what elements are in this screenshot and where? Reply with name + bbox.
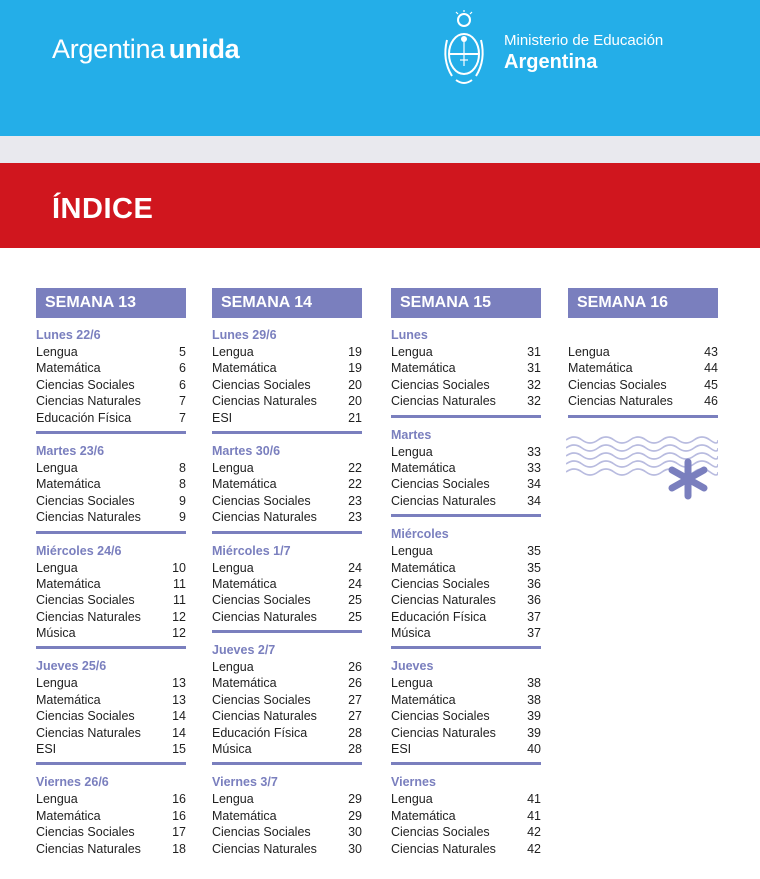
index-entry[interactable]	[212, 841, 362, 857]
page-number: 8	[179, 477, 186, 492]
subject-name: Lengua	[212, 345, 254, 359]
subject-name: Ciencias Naturales	[36, 510, 141, 525]
section-divider	[391, 415, 541, 418]
subject-name: Ciencias Naturales	[212, 510, 317, 525]
index-entry[interactable]	[212, 509, 362, 525]
index-entry[interactable]	[212, 675, 362, 691]
index-entry[interactable]	[212, 377, 362, 393]
subject-name: ESI	[36, 742, 57, 757]
day-section	[36, 327, 186, 434]
subject-name: Matemática	[212, 361, 277, 376]
page-number: 11	[173, 576, 186, 591]
index-entry[interactable]	[36, 708, 186, 724]
subject-name: Matemática	[568, 361, 633, 376]
day-title: Lunes 22/6	[36, 328, 101, 342]
subject-name: Ciencias Naturales	[36, 841, 141, 856]
subject-name: Matemática	[36, 808, 101, 823]
ministry-line-2: Argentina	[504, 51, 598, 73]
subject-name: Ciencias Naturales	[212, 394, 317, 409]
day-section	[212, 774, 362, 857]
index-entry[interactable]	[391, 841, 541, 857]
page-number: 19	[348, 345, 362, 359]
subject-name: Ciencias Naturales	[391, 841, 496, 856]
section-divider	[568, 415, 718, 418]
page-number: 25	[348, 609, 362, 624]
subject-name: Educación Física	[36, 410, 132, 425]
page-number: 24	[348, 560, 362, 575]
index-entry[interactable]	[391, 725, 541, 741]
page-number: 5	[179, 345, 186, 359]
index-entry[interactable]	[212, 410, 362, 426]
subject-name: Lengua	[212, 792, 254, 807]
index-entry[interactable]	[36, 725, 186, 741]
week-header: SEMANA 13	[36, 288, 186, 318]
page-number: 28	[348, 725, 362, 740]
index-banner	[0, 163, 760, 248]
index-entry[interactable]	[36, 360, 186, 376]
section-divider	[36, 762, 186, 765]
page-number: 43	[704, 345, 718, 359]
day-title: Martes 23/6	[36, 443, 105, 458]
day-section	[391, 427, 541, 518]
index-entry[interactable]	[36, 592, 186, 608]
header-separator	[0, 136, 760, 163]
index-entry[interactable]	[391, 592, 541, 608]
index-entry[interactable]	[212, 576, 362, 592]
day-section	[212, 642, 362, 765]
section-divider	[391, 762, 541, 765]
day-title: Viernes	[391, 775, 436, 790]
subject-name: Ciencias Naturales	[36, 609, 141, 624]
page-number: 20	[348, 377, 362, 392]
subject-name: Lengua	[36, 345, 78, 359]
page-number: 29	[348, 808, 362, 823]
index-entry[interactable]	[568, 377, 718, 393]
section-divider	[212, 531, 362, 534]
page-number: 35	[527, 544, 541, 559]
page-number: 9	[179, 493, 186, 508]
subject-name: ESI	[391, 742, 412, 757]
subject-name: Matemática	[212, 808, 277, 823]
page-number: 11	[173, 593, 186, 608]
subject-name: Matemática	[36, 361, 101, 376]
day-section	[212, 443, 362, 534]
subject-name: Ciencias Naturales	[36, 394, 141, 409]
index-entry[interactable]	[212, 609, 362, 625]
subject-name: Matemática	[391, 560, 456, 575]
national-coat-of-arms-icon	[440, 10, 488, 88]
header-bar	[0, 0, 760, 136]
index-entry[interactable]	[391, 692, 541, 708]
subject-name: Lengua	[391, 792, 433, 807]
subject-name: Ciencias Sociales	[391, 377, 490, 392]
section-divider	[36, 531, 186, 534]
page-number: 8	[179, 460, 186, 475]
page-number: 14	[172, 709, 186, 724]
week-column	[36, 288, 186, 857]
page-number: 39	[527, 709, 541, 724]
page-number: 17	[172, 825, 186, 840]
day-title: Viernes 3/7	[212, 775, 278, 790]
page-number: 20	[348, 394, 362, 409]
subject-name: Lengua	[391, 444, 433, 459]
index-entry[interactable]	[391, 444, 541, 460]
day-section	[568, 344, 718, 418]
page-number: 22	[348, 460, 362, 475]
index-entry[interactable]	[212, 659, 362, 675]
index-entry[interactable]	[212, 560, 362, 576]
page-number: 22	[348, 477, 362, 492]
page-number: 7	[179, 394, 186, 409]
page-number: 42	[527, 841, 541, 856]
page-number: 16	[172, 792, 186, 807]
index-entry[interactable]	[36, 808, 186, 824]
index-entry[interactable]	[212, 344, 362, 360]
brand-bold: unida	[168, 34, 240, 64]
subject-name: Ciencias Naturales	[391, 593, 496, 608]
page-number: 13	[172, 692, 186, 707]
page-number: 46	[704, 394, 718, 409]
subject-name: Ciencias Sociales	[212, 493, 311, 508]
page-number: 27	[348, 692, 362, 707]
day-section	[212, 543, 362, 634]
page-number: 12	[172, 609, 186, 624]
subject-name: Ciencias Sociales	[212, 692, 311, 707]
index-entry[interactable]	[36, 560, 186, 576]
day-title: Lunes 29/6	[212, 328, 277, 342]
index-entry[interactable]	[36, 824, 186, 840]
section-divider	[391, 514, 541, 517]
page-number: 24	[348, 576, 362, 591]
index-entry[interactable]	[391, 393, 541, 409]
day-section	[391, 658, 541, 765]
index-entry[interactable]	[212, 493, 362, 509]
day-title: Lunes	[391, 328, 428, 342]
index-entry[interactable]	[568, 393, 718, 409]
day-section	[36, 443, 186, 534]
day-section	[36, 774, 186, 857]
page-number: 38	[527, 692, 541, 707]
page-number: 18	[172, 841, 186, 856]
subject-name: Educación Física	[212, 725, 308, 740]
page-number: 44	[704, 361, 718, 376]
page-number: 38	[527, 676, 541, 691]
subject-name: Lengua	[36, 560, 78, 575]
index-entry[interactable]	[36, 791, 186, 807]
week-header: SEMANA 16	[568, 288, 718, 318]
day-title: Jueves 2/7	[212, 643, 276, 658]
index-entry[interactable]	[36, 377, 186, 393]
page-number: 35	[527, 560, 541, 575]
page-number: 27	[348, 709, 362, 724]
page-number: 6	[179, 377, 186, 392]
subject-name: Ciencias Sociales	[212, 377, 311, 392]
day-section	[212, 327, 362, 434]
subject-name: Lengua	[391, 544, 433, 559]
page-number: 30	[348, 841, 362, 856]
day-title: Martes 30/6	[212, 443, 281, 458]
subject-name: Matemática	[36, 477, 101, 492]
subject-name: Lengua	[568, 345, 610, 359]
page-number: 14	[172, 725, 186, 740]
page-number: 12	[172, 626, 186, 641]
page-number: 37	[527, 609, 541, 624]
index-entry[interactable]	[212, 708, 362, 724]
index-entry[interactable]	[36, 841, 186, 857]
page-number: 23	[348, 510, 362, 525]
page-number: 37	[527, 626, 541, 641]
index-entry[interactable]	[36, 692, 186, 708]
week-column	[212, 288, 362, 857]
subject-name: Lengua	[36, 676, 78, 691]
page-number: 13	[172, 676, 186, 691]
page-number: 23	[348, 493, 362, 508]
index-entry[interactable]	[391, 625, 541, 641]
page-number: 39	[527, 725, 541, 740]
index-entry[interactable]	[212, 725, 362, 741]
page-number: 15	[172, 742, 186, 757]
day-title: Jueves 25/6	[36, 659, 107, 674]
index-entry[interactable]	[568, 344, 718, 360]
page-number: 34	[527, 477, 541, 492]
ministry-line-1: Ministerio de Educación	[504, 32, 664, 49]
day-section	[36, 658, 186, 765]
index-entry[interactable]	[391, 708, 541, 724]
day-section	[391, 327, 541, 418]
index-entry[interactable]	[36, 344, 186, 360]
subject-name: Ciencias Naturales	[212, 709, 317, 724]
index-entry[interactable]	[391, 360, 541, 376]
subject-name: Lengua	[391, 345, 433, 359]
index-entry[interactable]	[391, 791, 541, 807]
page-number: 40	[527, 742, 541, 757]
decorative-waves-asterisk	[566, 430, 718, 500]
section-divider	[391, 646, 541, 649]
subject-name: Música	[36, 626, 76, 641]
page-number: 45	[704, 377, 718, 392]
page-number: 29	[348, 792, 362, 807]
subject-name: Lengua	[36, 792, 78, 807]
subject-name: Ciencias Sociales	[36, 709, 135, 724]
subject-name: Matemática	[391, 460, 456, 475]
page-number: 31	[527, 361, 541, 376]
index-entry[interactable]	[212, 460, 362, 476]
index-entry[interactable]	[391, 560, 541, 576]
argentina-unida-logo	[52, 34, 239, 65]
subject-name: Ciencias Sociales	[36, 493, 135, 508]
index-entry[interactable]	[212, 360, 362, 376]
index-entry[interactable]	[212, 808, 362, 824]
index-entry[interactable]	[391, 493, 541, 509]
page-number: 32	[527, 394, 541, 409]
index-entry[interactable]	[36, 493, 186, 509]
subject-name: Ciencias Sociales	[212, 825, 311, 840]
index-entry[interactable]	[391, 476, 541, 492]
week-header: SEMANA 15	[391, 288, 541, 318]
page-number: 26	[348, 676, 362, 691]
subject-name: Lengua	[36, 460, 78, 475]
day-section	[391, 774, 541, 857]
day-title: Viernes 26/6	[36, 775, 109, 790]
index-entry[interactable]	[36, 625, 186, 641]
index-entry[interactable]	[36, 576, 186, 592]
index-entry[interactable]	[212, 692, 362, 708]
subject-name: Matemática	[212, 477, 277, 492]
subject-name: Música	[391, 626, 431, 641]
week-column	[391, 288, 541, 857]
day-title: Jueves	[391, 659, 434, 674]
index-entry[interactable]	[36, 460, 186, 476]
index-entry[interactable]	[36, 410, 186, 426]
page-number: 9	[179, 510, 186, 525]
page-number: 42	[527, 825, 541, 840]
subject-name: Matemática	[212, 676, 277, 691]
subject-name: Lengua	[212, 660, 254, 675]
index-entry[interactable]	[36, 476, 186, 492]
day-title: Martes	[391, 427, 432, 442]
index-entry[interactable]	[391, 543, 541, 559]
subject-name: Ciencias Naturales	[212, 841, 317, 856]
subject-name: Ciencias Naturales	[391, 394, 496, 409]
subject-name: Matemática	[36, 576, 101, 591]
subject-name: Ciencias Sociales	[36, 593, 135, 608]
subject-name: Ciencias Sociales	[212, 593, 311, 608]
page-number: 7	[179, 410, 186, 425]
page-number: 6	[179, 361, 186, 376]
subject-name: Matemática	[391, 808, 456, 823]
section-divider	[212, 630, 362, 633]
index-entry[interactable]	[212, 741, 362, 757]
week-header: SEMANA 14	[212, 288, 362, 318]
index-entry[interactable]	[391, 377, 541, 393]
section-divider	[212, 431, 362, 434]
subject-name: Música	[212, 742, 252, 757]
subject-name: Matemática	[212, 576, 277, 591]
subject-name: Ciencias Sociales	[391, 709, 490, 724]
subject-name: Ciencias Sociales	[391, 825, 490, 840]
index-entry[interactable]	[212, 592, 362, 608]
page-number: 33	[527, 460, 541, 475]
index-entry[interactable]	[212, 393, 362, 409]
index-entry[interactable]	[212, 476, 362, 492]
day-title: Miércoles 24/6	[36, 543, 122, 558]
subject-name: Ciencias Sociales	[391, 477, 490, 492]
subject-name: Matemática	[36, 692, 101, 707]
subject-name: Matemática	[391, 361, 456, 376]
index-entry[interactable]	[391, 741, 541, 757]
week-column	[568, 288, 718, 418]
day-title: Miércoles 1/7	[212, 543, 291, 558]
page-number: 26	[348, 660, 362, 675]
index-entry[interactable]	[391, 460, 541, 476]
subject-name: Ciencias Sociales	[36, 825, 135, 840]
page-number: 25	[348, 593, 362, 608]
page-number: 41	[527, 808, 541, 823]
index-entry[interactable]	[391, 808, 541, 824]
subject-name: Matemática	[391, 692, 456, 707]
index-entry[interactable]	[212, 791, 362, 807]
subject-name: Lengua	[212, 560, 254, 575]
index-entry[interactable]	[391, 609, 541, 625]
subject-name: Ciencias Sociales	[36, 377, 135, 392]
index-entry[interactable]	[212, 824, 362, 840]
subject-name: Ciencias Naturales	[391, 493, 496, 508]
subject-name: Ciencias Naturales	[391, 725, 496, 740]
page-number: 33	[527, 444, 541, 459]
section-divider	[36, 431, 186, 434]
subject-name: Ciencias Naturales	[212, 609, 317, 624]
page-number: 28	[348, 742, 362, 757]
index-entry[interactable]	[36, 393, 186, 409]
subject-name: Ciencias Naturales	[568, 394, 673, 409]
ministry-name	[504, 32, 663, 75]
index-entry[interactable]	[568, 360, 718, 376]
index-entry[interactable]	[391, 576, 541, 592]
index-entry[interactable]	[391, 344, 541, 360]
subject-name: Ciencias Naturales	[36, 725, 141, 740]
index-title: ÍNDICE	[52, 193, 154, 225]
index-entry[interactable]	[391, 824, 541, 840]
subject-name: ESI	[212, 410, 233, 425]
page-number: 36	[527, 576, 541, 591]
page-number: 41	[527, 792, 541, 807]
index-entry[interactable]	[36, 741, 186, 757]
index-entry[interactable]	[36, 609, 186, 625]
day-title: Miércoles	[391, 527, 449, 542]
day-section	[36, 543, 186, 650]
page-number: 31	[527, 345, 541, 359]
subject-name: Lengua	[391, 676, 433, 691]
section-divider	[36, 646, 186, 649]
index-entry[interactable]	[391, 675, 541, 691]
index-entry[interactable]	[36, 509, 186, 525]
page-number: 32	[527, 377, 541, 392]
page-number: 21	[348, 410, 362, 425]
subject-name: Ciencias Sociales	[391, 576, 490, 591]
page-number: 16	[172, 808, 186, 823]
page-number: 10	[172, 560, 186, 575]
subject-name: Educación Física	[391, 609, 487, 624]
page-number: 34	[527, 493, 541, 508]
page-number: 36	[527, 593, 541, 608]
subject-name: Lengua	[212, 460, 254, 475]
page-number: 19	[348, 361, 362, 376]
brand-regular: Argentina	[52, 34, 165, 64]
page-number: 30	[348, 825, 362, 840]
subject-name: Ciencias Sociales	[568, 377, 667, 392]
asterisk-icon	[672, 462, 704, 496]
section-divider	[212, 762, 362, 765]
day-section	[391, 526, 541, 649]
index-entry[interactable]	[36, 675, 186, 691]
